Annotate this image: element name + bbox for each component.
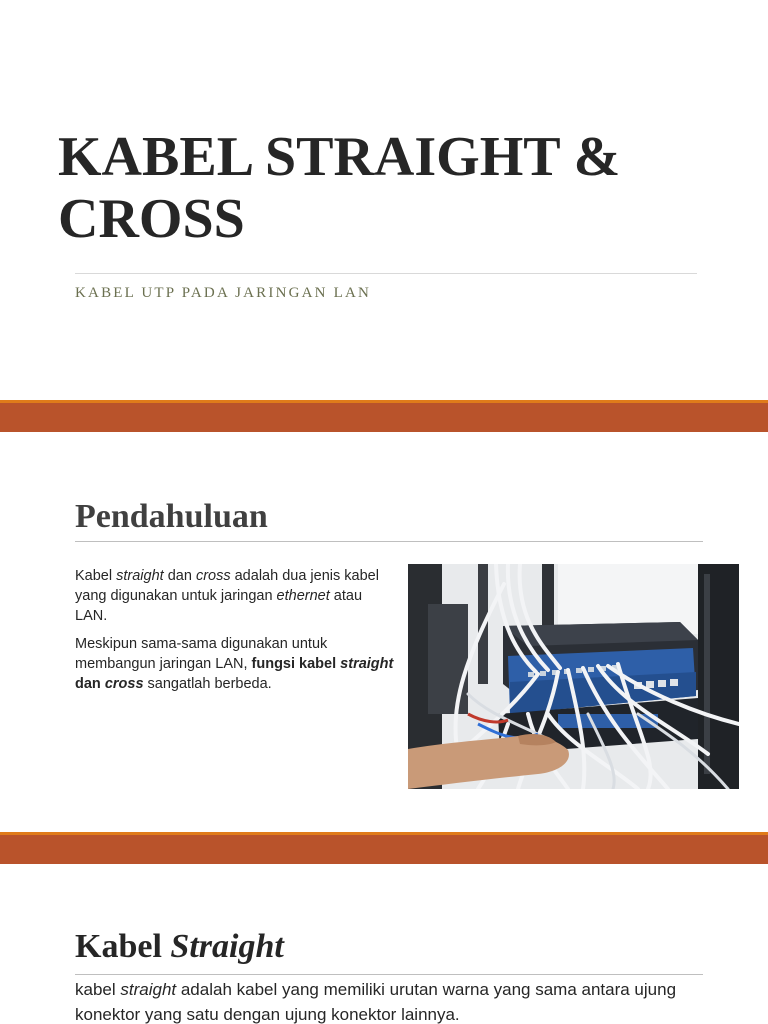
title-line-2: CROSS [58,188,245,250]
text-run-bold-italic: straight [340,656,394,672]
text-run-bold: fungsi kabel [251,656,341,672]
text-run: adalah dua jenis kabel yang digunakan untuk jaringan [75,568,379,604]
text-run-italic: straight [120,980,177,999]
text-run: adalah kabel yang memiliki urutan warna yang sama antara ujung konektor yang satu dengan ujung konektor lainnya. [75,980,677,1024]
network-switch-photo [408,564,739,789]
intro-paragraph-2 [75,634,397,694]
straight-body [75,977,695,1024]
text-run: sangatlah berbeda. [143,676,272,692]
text-run-italic: ethernet [276,588,330,604]
text-run-italic: cross [195,568,231,584]
slide-separator-2 [0,832,768,864]
text-run: kabel [75,980,121,999]
text-run: atau LAN. [75,588,363,624]
straight-slide [0,864,768,1024]
slide-separator-1 [0,400,768,432]
intro-heading: Pendahuluan [75,498,268,535]
subtitle: KABEL UTP PADA JARINGAN LAN [75,285,372,301]
text-run: Meskipun sama-sama digunakan untuk membangun jaringan LAN, [75,636,328,672]
heading-text-italic: Straight [170,928,284,965]
intro-divider [75,541,703,542]
text-run-italic: straight [116,568,164,584]
title-slide [0,0,768,400]
title-line-1: KABEL STRAIGHT & [58,126,621,188]
intro-slide [0,432,768,832]
straight-heading [75,928,284,966]
text-run: dan [163,568,196,584]
title [58,126,738,250]
heading-text: Kabel [75,928,171,965]
text-run-bold: dan [75,676,105,692]
intro-paragraph-1 [75,566,397,626]
title-divider [75,273,697,274]
text-run: Kabel [75,568,117,584]
straight-divider [75,974,703,975]
network-switch-illustration [408,564,739,789]
intro-body [75,566,397,702]
text-run-bold-italic: cross [104,676,144,692]
